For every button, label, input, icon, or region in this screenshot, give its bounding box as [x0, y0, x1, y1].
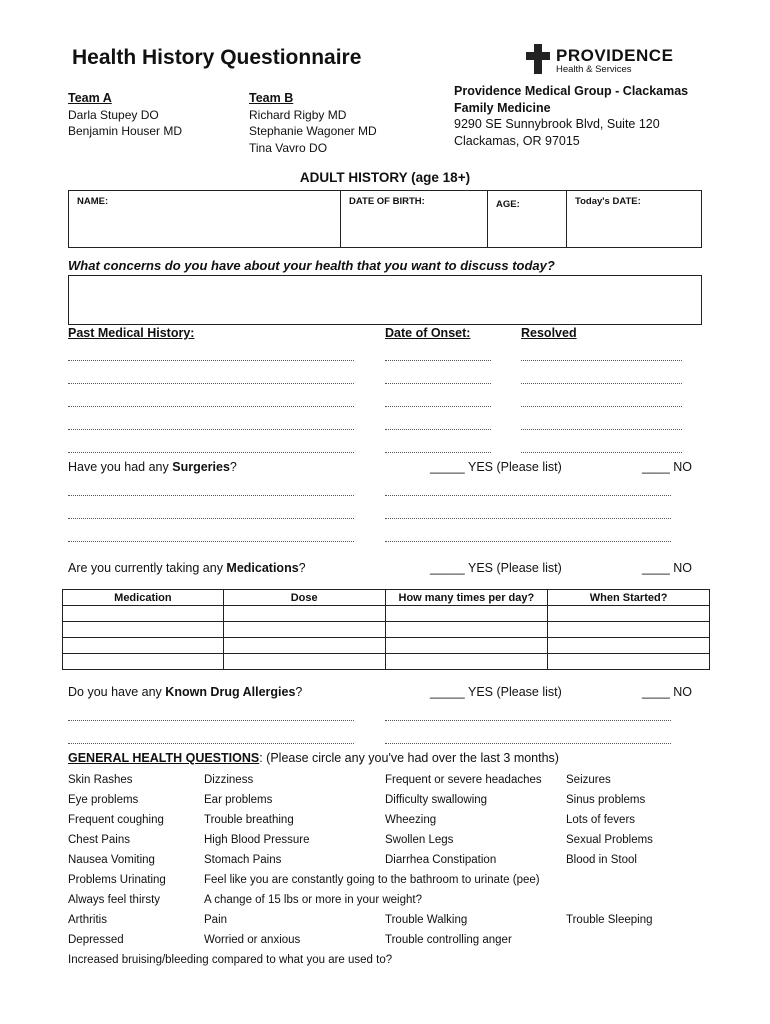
- section-title: ADULT HISTORY (age 18+): [299, 170, 471, 185]
- table-cell[interactable]: [63, 622, 224, 638]
- symptom-item[interactable]: Frequent or severe headaches: [385, 774, 542, 786]
- logo-name: PROVIDENCE: [556, 46, 674, 65]
- team-a: [68, 90, 182, 140]
- table-cell[interactable]: [385, 654, 548, 670]
- symptom-item[interactable]: Sinus problems: [566, 794, 646, 806]
- table-cell[interactable]: [223, 622, 385, 638]
- age-field[interactable]: [488, 191, 567, 247]
- symptom-item[interactable]: Frequent coughing: [68, 814, 164, 826]
- table-cell[interactable]: [385, 622, 548, 638]
- symptom-item[interactable]: Feel like you are constantly going to the bathroom to urinate (pee): [204, 874, 540, 886]
- dob-label: DATE OF BIRTH:: [349, 196, 425, 207]
- pmh-onset-line[interactable]: [385, 452, 491, 453]
- symptom-item[interactable]: Always feel thirsty: [68, 894, 161, 906]
- symptom-item[interactable]: Pain: [204, 914, 228, 926]
- symptom-item[interactable]: Worried or anxious: [204, 934, 301, 946]
- table-cell[interactable]: [223, 654, 385, 670]
- table-cell[interactable]: [548, 654, 710, 670]
- col-dose: Dose: [223, 590, 385, 606]
- symptom-item[interactable]: Sexual Problems: [566, 834, 653, 846]
- clinic-info: [454, 83, 688, 149]
- col-frequency: How many times per day?: [385, 590, 548, 606]
- table-cell[interactable]: [385, 606, 548, 622]
- team-a-member: Darla Stupey DO: [68, 107, 159, 122]
- medication-table-header: [63, 590, 710, 606]
- cross-icon: [526, 44, 550, 74]
- providence-logo: [526, 44, 676, 78]
- surgeries-q-pre: Have you had any: [68, 460, 173, 474]
- surgeries-question: [68, 460, 237, 474]
- table-cell[interactable]: [548, 622, 710, 638]
- table-row[interactable]: [63, 638, 710, 654]
- symptom-item[interactable]: Seizures: [566, 774, 611, 786]
- team-b-member: Richard Rigby MD: [249, 107, 347, 122]
- onset-header: Date of Onset:: [385, 326, 471, 340]
- pmh-onset-line[interactable]: [385, 406, 491, 407]
- allergies-q-post: ?: [295, 685, 303, 699]
- pmh-header: Past Medical History:: [68, 326, 195, 340]
- table-cell[interactable]: [63, 638, 224, 654]
- symptom-item[interactable]: Trouble controlling anger: [385, 934, 512, 946]
- team-b-member: Stephanie Wagoner MD: [249, 124, 377, 138]
- medications-question: [68, 561, 306, 575]
- symptom-item[interactable]: Eye problems: [68, 794, 139, 806]
- medications-q-post: ?: [298, 561, 306, 575]
- surgeries-yes[interactable]: _____ YES (Please list): [430, 460, 562, 474]
- pmh-onset-line[interactable]: [385, 360, 491, 361]
- symptom-item[interactable]: Dizziness: [204, 774, 254, 786]
- symptom-item[interactable]: Lots of fevers: [566, 814, 636, 826]
- col-started: When Started?: [548, 590, 710, 606]
- surgery-line[interactable]: [68, 518, 354, 519]
- surgeries-q-post: ?: [229, 460, 237, 474]
- concerns-question: What concerns do you have about your health that you want to discuss today?: [68, 258, 555, 273]
- allergies-q-pre: Do you have any: [68, 685, 166, 699]
- symptom-item[interactable]: Wheezing: [385, 814, 437, 826]
- symptom-item[interactable]: Swollen Legs: [385, 834, 454, 846]
- pmh-resolved-line[interactable]: [521, 406, 682, 407]
- pmh-condition-line[interactable]: [68, 452, 354, 453]
- allergy-line[interactable]: [68, 743, 354, 744]
- team-a-heading: Team A: [68, 91, 112, 105]
- symptom-item[interactable]: Trouble breathing: [204, 814, 294, 826]
- medication-table: [62, 589, 710, 670]
- pmh-resolved-line[interactable]: [521, 360, 682, 361]
- general-health-heading: GENERAL HEALTH QUESTIONS: [68, 751, 260, 765]
- date-label: Today's DATE:: [575, 196, 641, 207]
- patient-info-box: [68, 190, 702, 248]
- medications-yes[interactable]: _____ YES (Please list): [430, 561, 562, 575]
- general-health-title: [68, 751, 559, 765]
- pmh-onset-line[interactable]: [385, 383, 491, 384]
- table-cell[interactable]: [548, 638, 710, 654]
- page-title: Health History Questionnaire: [72, 46, 362, 69]
- symptom-item[interactable]: Blood in Stool: [566, 854, 637, 866]
- allergies-yes[interactable]: _____ YES (Please list): [430, 685, 562, 699]
- symptom-item[interactable]: Problems Urinating: [68, 874, 166, 886]
- symptom-item[interactable]: Skin Rashes: [68, 774, 133, 786]
- surgery-line[interactable]: [385, 518, 671, 519]
- symptom-item[interactable]: Diarrhea Constipation: [385, 854, 497, 866]
- table-row[interactable]: [63, 654, 710, 670]
- concerns-textbox[interactable]: [68, 275, 702, 325]
- pmh-condition-line[interactable]: [68, 429, 354, 430]
- general-health-instruction: : (Please circle any you've had over the last 3 months): [259, 751, 559, 765]
- allergies-q-bold: Known Drug Allergies: [165, 685, 296, 699]
- symptom-item[interactable]: Difficulty swallowing: [385, 794, 488, 806]
- name-label: NAME:: [77, 196, 109, 207]
- logo-sub: Health & Services: [556, 64, 632, 75]
- allergy-line[interactable]: [385, 720, 671, 721]
- table-cell[interactable]: [63, 606, 224, 622]
- pmh-resolved-line[interactable]: [521, 429, 682, 430]
- surgery-line[interactable]: [385, 541, 671, 542]
- symptom-item[interactable]: Arthritis: [68, 914, 107, 926]
- symptom-item[interactable]: Increased bruising/bleeding compared to what you are used to?: [68, 954, 393, 966]
- date-field[interactable]: [567, 191, 701, 247]
- name-field[interactable]: [69, 191, 341, 247]
- table-cell[interactable]: [385, 638, 548, 654]
- surgery-line[interactable]: [68, 495, 354, 496]
- medications-q-pre: Are you currently taking any: [68, 561, 227, 575]
- table-cell[interactable]: [548, 606, 710, 622]
- dob-field[interactable]: [341, 191, 488, 247]
- symptom-item[interactable]: Chest Pains: [68, 834, 131, 846]
- pmh-condition-line[interactable]: [68, 406, 354, 407]
- pmh-resolved-line[interactable]: [521, 383, 682, 384]
- symptom-item[interactable]: Trouble Walking: [385, 914, 468, 926]
- clinic-address: 9290 SE Sunnybrook Blvd, Suite 120: [454, 117, 660, 131]
- pmh-onset-line[interactable]: [385, 429, 491, 430]
- allergies-question: [68, 685, 302, 699]
- team-a-member: Benjamin Houser MD: [68, 124, 183, 138]
- clinic-name: Providence Medical Group - Clackamas: [454, 84, 689, 98]
- pmh-resolved-line[interactable]: [521, 452, 682, 453]
- team-b: [249, 90, 377, 156]
- table-cell[interactable]: [223, 606, 385, 622]
- team-b-member: Tina Vavro DO: [249, 140, 328, 155]
- symptom-item[interactable]: Ear problems: [204, 794, 273, 806]
- medications-q-bold: Medications: [226, 561, 299, 575]
- pmh-condition-line[interactable]: [68, 360, 354, 361]
- medications-no[interactable]: ____ NO: [642, 561, 693, 575]
- symptom-item[interactable]: Nausea Vomiting: [68, 854, 155, 866]
- resolved-header: Resolved: [521, 326, 577, 340]
- table-cell[interactable]: [63, 654, 224, 670]
- allergy-line[interactable]: [385, 743, 671, 744]
- symptom-item[interactable]: High Blood Pressure: [204, 834, 310, 846]
- clinic-department: Family Medicine: [454, 100, 551, 115]
- surgery-line[interactable]: [68, 541, 354, 542]
- symptom-item[interactable]: Depressed: [68, 934, 124, 946]
- symptom-item[interactable]: Trouble Sleeping: [566, 914, 653, 926]
- pmh-condition-line[interactable]: [68, 383, 354, 384]
- surgeries-no[interactable]: ____ NO: [642, 460, 693, 474]
- col-medication: Medication: [63, 590, 224, 606]
- surgery-line[interactable]: [385, 495, 671, 496]
- table-row[interactable]: [63, 622, 710, 638]
- clinic-city: Clackamas, OR 97015: [454, 133, 580, 148]
- surgeries-q-bold: Surgeries: [172, 460, 230, 474]
- symptom-item[interactable]: A change of 15 lbs or more in your weight?: [204, 894, 422, 906]
- table-row[interactable]: [63, 606, 710, 622]
- symptom-item[interactable]: Stomach Pains: [204, 854, 282, 866]
- table-cell[interactable]: [223, 638, 385, 654]
- allergy-line[interactable]: [68, 720, 354, 721]
- age-label: AGE:: [496, 199, 520, 210]
- team-b-heading: Team B: [249, 91, 294, 105]
- allergies-no[interactable]: ____ NO: [642, 685, 693, 699]
